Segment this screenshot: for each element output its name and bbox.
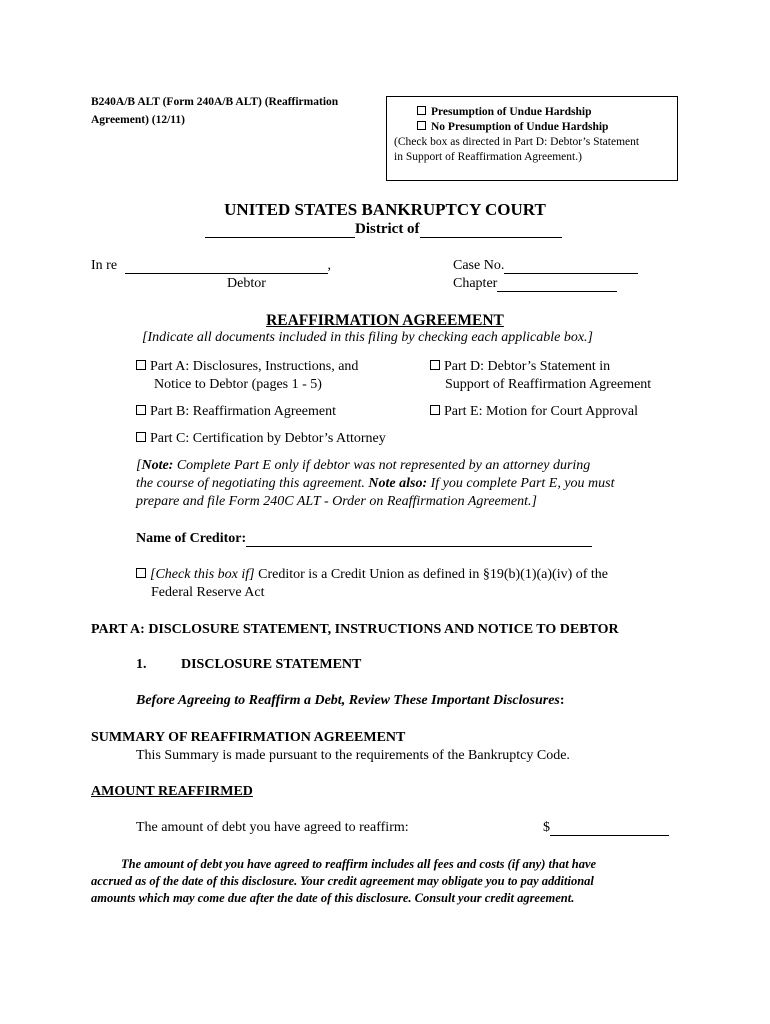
hardship-box <box>386 96 678 181</box>
note-text2: the course of negotiating this agreement. <box>136 476 369 491</box>
part-d-option <box>430 359 610 375</box>
no-presumption-label: No Presumption of Undue Hardship <box>431 121 609 133</box>
before-agreeing-colon: : <box>559 693 565 708</box>
creditor-name-field[interactable] <box>246 532 592 547</box>
note-text1: Complete Part E only if debtor was not represented by an attorney during <box>173 458 591 473</box>
part-a-heading: PART A: DISCLOSURE STATEMENT, INSTRUCTIONS AND NOTICE TO DEBTOR <box>91 622 619 637</box>
credit-union-checkbox[interactable] <box>136 568 146 578</box>
no-presumption-checkbox[interactable] <box>417 121 426 130</box>
court-title: UNITED STATES BANKRUPTCY COURT <box>224 200 546 219</box>
part-e-option <box>430 404 638 420</box>
district-blank-left[interactable] <box>205 223 355 238</box>
district-label: District of <box>355 221 420 237</box>
amount-field-line <box>543 820 669 836</box>
chapter-line <box>453 276 617 292</box>
case-no-label: Case No. <box>453 258 505 273</box>
part-b-label: Part B: Reaffirmation Agreement <box>150 404 336 419</box>
amount-field[interactable] <box>550 821 669 836</box>
note-label: Note: <box>141 458 174 473</box>
in-re-label: In re <box>91 258 118 273</box>
creditor-label: Name of Creditor: <box>136 531 247 546</box>
note-line2 <box>136 476 615 492</box>
part-c-option <box>136 431 386 447</box>
amount-heading: AMOUNT REAFFIRMED <box>91 784 253 799</box>
note-also-label: Note also: <box>368 476 428 491</box>
part-e-checkbox[interactable] <box>430 405 440 415</box>
before-agreeing-line <box>136 693 565 709</box>
district-line <box>205 221 562 238</box>
part-c-checkbox[interactable] <box>136 432 146 442</box>
case-no-field[interactable] <box>504 259 638 274</box>
presumption-option <box>417 106 592 118</box>
summary-heading: SUMMARY OF REAFFIRMATION AGREEMENT <box>91 730 406 745</box>
amount-label: The amount of debt you have agreed to reaffirm: <box>136 820 409 835</box>
part-d-label-line2: Support of Reaffirmation Agreement <box>445 377 652 392</box>
credit-union-instruction: [Check this box if] <box>150 567 255 582</box>
summary-text: This Summary is made pursuant to the requirements of the Bankruptcy Code. <box>136 748 570 763</box>
district-blank-right[interactable] <box>420 223 562 238</box>
amount-para-line1: The amount of debt you have agreed to reaffirm includes all fees and costs (if any) that have <box>121 857 597 871</box>
before-agreeing-text: Before Agreeing to Reaffirm a Debt, Review These Important Disclosures <box>136 693 560 708</box>
agreement-instruction: [Indicate all documents included in this filing by checking each applicable box.] <box>142 330 594 345</box>
part-b-checkbox[interactable] <box>136 405 146 415</box>
section-title: DISCLOSURE STATEMENT <box>181 657 362 672</box>
part-a-label-line2: Notice to Debtor (pages 1 - 5) <box>154 377 322 392</box>
amount-para-line2: accrued as of the date of this disclosure. Your credit agreement may obligate you to pay additional <box>91 874 594 888</box>
section-number: 1. <box>136 657 147 672</box>
part-a-checkbox[interactable] <box>136 360 146 370</box>
case-no-line <box>453 258 638 274</box>
part-a-label: Part A: Disclosures, Instructions, and <box>150 359 359 374</box>
no-presumption-option <box>417 121 608 133</box>
part-d-label: Part D: Debtor’s Statement in <box>444 359 611 374</box>
presumption-checkbox[interactable] <box>417 106 426 115</box>
amount-para-line3: amounts which may come due after the date of this disclosure. Consult your credit agreement. <box>91 891 575 905</box>
form-id-line2: Agreement) (12/11) <box>91 114 185 126</box>
currency-symbol: $ <box>543 820 550 835</box>
debtor-label: Debtor <box>227 276 266 291</box>
part-a-option <box>136 359 358 375</box>
credit-union-text: Creditor is a Credit Union as defined in §19(b)(1)(a)(iv) of the <box>254 567 609 582</box>
part-e-label: Part E: Motion for Court Approval <box>444 404 639 419</box>
credit-union-line2: Federal Reserve Act <box>151 585 265 600</box>
note-line3: prepare and file Form 240C ALT - Order on Reaffirmation Agreement.] <box>136 494 537 509</box>
presumption-label: Presumption of Undue Hardship <box>431 106 592 118</box>
part-b-option <box>136 404 336 420</box>
box-note-line2: in Support of Reaffirmation Agreement.) <box>394 151 582 163</box>
in-re-line <box>91 258 331 274</box>
chapter-label: Chapter <box>453 276 498 291</box>
credit-union-option <box>136 567 608 583</box>
agreement-title: REAFFIRMATION AGREEMENT <box>266 312 504 329</box>
part-d-checkbox[interactable] <box>430 360 440 370</box>
form-id-line1: B240A/B ALT (Form 240A/B ALT) (Reaffirmation <box>91 96 339 108</box>
box-note-line1: (Check box as directed in Part D: Debtor’s Statement <box>394 136 640 148</box>
part-c-label: Part C: Certification by Debtor’s Attorney <box>150 431 386 446</box>
creditor-line <box>136 531 592 547</box>
chapter-field[interactable] <box>497 277 617 292</box>
note-bracket: [ <box>136 458 142 473</box>
in-re-comma: , <box>327 258 332 273</box>
note-line1 <box>136 458 590 474</box>
debtor-name-field[interactable] <box>125 259 328 274</box>
note-text2-rest: If you complete Part E, you must <box>427 476 615 491</box>
